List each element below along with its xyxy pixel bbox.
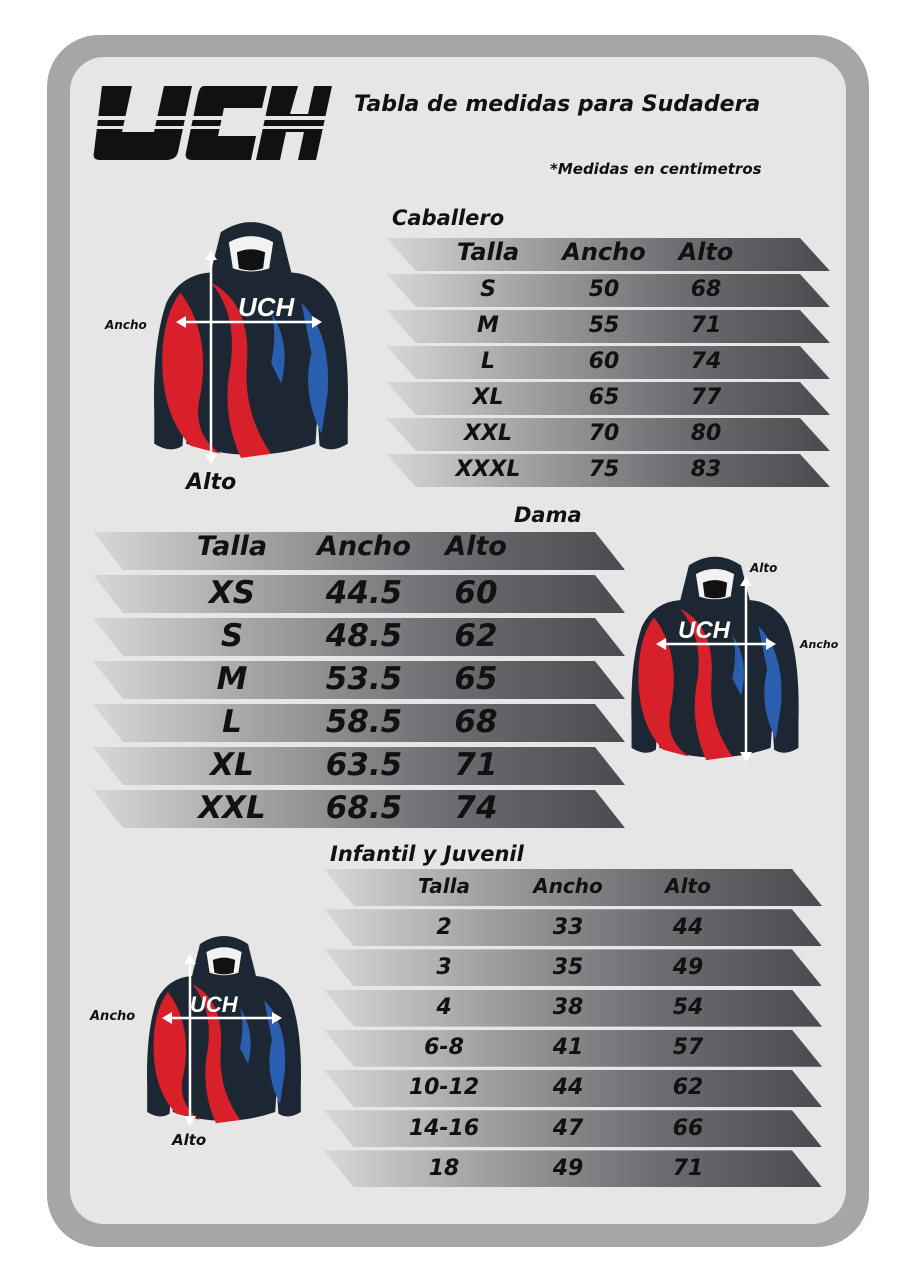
ancho-cell: 41 xyxy=(552,1035,584,1061)
alto-cell: 68 xyxy=(690,277,722,303)
alto-label: Alto xyxy=(172,1131,207,1149)
table-header-cell: Alto xyxy=(665,873,711,898)
size-cell: XL xyxy=(210,747,254,784)
table-header-cell: Ancho xyxy=(317,530,411,562)
size-cell: XXL xyxy=(198,790,266,827)
alto-cell: 80 xyxy=(690,421,722,447)
ancho-cell: 53.5 xyxy=(325,661,403,698)
size-cell: 14-16 xyxy=(408,1115,480,1141)
size-cell: M xyxy=(216,661,248,698)
ancho-cell: 58.5 xyxy=(325,704,403,741)
ancho-cell: 68.5 xyxy=(325,790,403,827)
measure-arrows xyxy=(148,212,354,474)
alto-cell: 71 xyxy=(672,1155,704,1181)
size-cell: XXXL xyxy=(455,457,521,483)
ancho-cell: 55 xyxy=(588,313,620,339)
table-header-cell: Alto xyxy=(678,238,734,267)
alto-cell: 83 xyxy=(690,457,722,483)
size-cell: L xyxy=(222,704,242,741)
alto-cell: 62 xyxy=(672,1075,704,1101)
ancho-cell: 63.5 xyxy=(325,747,403,784)
ancho-cell: 60 xyxy=(588,349,620,375)
svg-text:UCH: UCH xyxy=(678,617,730,644)
ancho-cell: 70 xyxy=(588,421,620,447)
ancho-cell: 38 xyxy=(552,994,584,1020)
svg-text:UCH: UCH xyxy=(190,992,238,1017)
ancho-cell: 33 xyxy=(552,914,584,940)
table-header-cell: Talla xyxy=(456,238,520,267)
alto-cell: 74 xyxy=(454,790,498,827)
size-cell: XXL xyxy=(464,421,512,447)
size-cell: S xyxy=(480,277,496,303)
section-title-dama: Dama xyxy=(514,503,582,527)
ancho-cell: 47 xyxy=(552,1115,584,1141)
alto-cell: 62 xyxy=(454,618,498,655)
alto-cell: 49 xyxy=(672,954,704,980)
alto-cell: 74 xyxy=(690,349,722,375)
page-title: Tabla de medidas para Sudadera xyxy=(354,92,761,117)
size-cell: 3 xyxy=(436,954,452,980)
svg-text:UCH: UCH xyxy=(238,292,295,322)
ancho-cell: 50 xyxy=(588,277,620,303)
measure-arrows xyxy=(142,928,306,1136)
table-header-cell: Talla xyxy=(418,873,470,898)
section-title-infantil: Infantil y Juvenil xyxy=(330,842,524,866)
alto-cell: 68 xyxy=(454,704,498,741)
ancho-cell: 44 xyxy=(552,1075,584,1101)
size-cell: 2 xyxy=(436,914,452,940)
ancho-cell: 48.5 xyxy=(325,618,403,655)
uch-logo xyxy=(92,80,332,164)
alto-cell: 44 xyxy=(672,914,704,940)
alto-cell: 66 xyxy=(672,1115,704,1141)
alto-cell: 71 xyxy=(454,747,498,784)
ancho-label: Ancho xyxy=(90,1009,136,1024)
alto-cell: 60 xyxy=(454,575,498,612)
size-cell: 10-12 xyxy=(408,1075,480,1101)
ancho-cell: 75 xyxy=(588,457,620,483)
table-header-cell: Talla xyxy=(196,530,268,562)
alto-label: Alto xyxy=(186,470,237,495)
alto-cell: 65 xyxy=(454,661,498,698)
alto-cell: 77 xyxy=(690,385,722,411)
size-cell: S xyxy=(220,618,244,655)
ancho-cell: 35 xyxy=(552,954,584,980)
size-cell: 4 xyxy=(436,994,452,1020)
size-cell: XL xyxy=(472,385,504,411)
ancho-label: Ancho xyxy=(800,638,839,651)
alto-cell: 71 xyxy=(690,313,722,339)
ancho-cell: 65 xyxy=(588,385,620,411)
alto-label: Alto xyxy=(750,561,778,575)
ancho-cell: 49 xyxy=(552,1155,584,1181)
size-cell: M xyxy=(477,313,499,339)
units-note: *Medidas en centimetros xyxy=(550,160,762,178)
size-cell: L xyxy=(480,349,496,375)
ancho-cell: 44.5 xyxy=(325,575,403,612)
measure-arrows xyxy=(626,548,804,774)
size-cell: 6-8 xyxy=(424,1035,464,1061)
section-title-caballero: Caballero xyxy=(392,206,505,230)
alto-cell: 57 xyxy=(672,1035,704,1061)
table-header-cell: Ancho xyxy=(562,238,646,267)
alto-cell: 54 xyxy=(672,994,704,1020)
table-header-cell: Alto xyxy=(445,530,507,562)
ancho-label: Ancho xyxy=(105,318,147,332)
size-cell: 18 xyxy=(428,1155,460,1181)
size-cell: XS xyxy=(208,575,256,612)
table-header-cell: Ancho xyxy=(533,873,603,898)
